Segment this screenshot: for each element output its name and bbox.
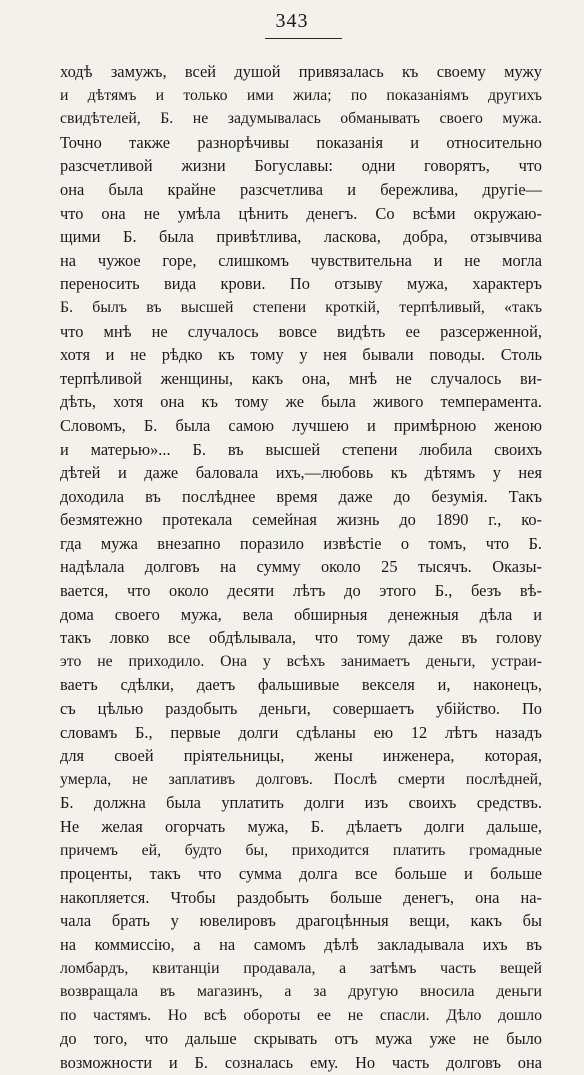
text-line: возвращала въ магазинъ, а за другую вносила деньги (60, 983, 542, 1001)
body-text (60, 60, 542, 1075)
text-line: умерла, не заплативъ долговъ. Послѣ смерти послѣдней, (60, 770, 542, 788)
text-line: что она не умѣла цѣнить денегъ. Со всѣми окружаю- (60, 203, 542, 223)
text-line: переносить вида крови. По отзыву мужа, характеръ (60, 274, 542, 294)
text-line: хотя и не рѣдко къ тому у нея бывали поводы. Столь (60, 345, 542, 365)
text-line: чала брать у ювелировъ драгоцѣнныя вещи, какъ бы (60, 911, 542, 931)
text-line: щими Б. была привѣтлива, ласкова, добра, отзывчива (60, 227, 542, 247)
header-rule (265, 38, 342, 39)
text-line: съ цѣлью раздобыть деньги, совершаетъ убійство. По (60, 699, 542, 719)
text-line: накопляется. Чтобы раздобыть больше денегъ, она на- (60, 887, 542, 907)
text-line: это не приходило. Она у всѣхъ занимаетъ деньги, устраи- (60, 652, 542, 670)
text-line: и матерью»... Б. въ высшей степени любила своихъ (60, 439, 542, 459)
text-line: на чужое горе, слишкомъ чувствительна и не могла (60, 250, 542, 270)
text-line: что мнѣ не случалось вовсе видѣть ее разсерженной, (60, 321, 542, 341)
text-line: и дѣтямъ и только ими жила; по показаніямъ другихъ (60, 86, 542, 104)
text-line: разсчетливой жизни Богуславы: одни говорятъ, что (60, 156, 542, 176)
text-line: такъ ловко все обдѣлывала, что тому даже въ голову (60, 628, 542, 648)
text-line: безмятежно протекала семейная жизнь до 1890 г., ко- (60, 510, 542, 530)
text-line: до того, что дальше скрывать отъ мужа уже не было (60, 1029, 542, 1049)
text-line: на коммиссію, а на самомъ дѣлѣ закладывала ихъ въ (60, 934, 542, 954)
text-line: ходѣ замужъ, всей душой привязалась къ своему мужу (60, 62, 542, 81)
text-line: дѣтей и даже баловала ихъ,—любовь къ дѣтямъ у нея (60, 463, 542, 483)
text-line: для своей пріятельницы, жены инженера, которая, (60, 746, 542, 766)
text-line: надѣлала долговъ на сумму около 25 тысячъ. Оказы- (60, 557, 542, 577)
text-line: Не желая огорчать мужа, Б. дѣлаетъ долги дальше, (60, 817, 542, 836)
text-line: терпѣливой женщины, какъ она, мнѣ не случалось ви- (60, 368, 542, 388)
text-line: словамъ Б., первые долги сдѣланы ею 12 лѣтъ назадъ (60, 722, 542, 742)
text-line: дома своего мужа, вела обширныя денежныя дѣла и (60, 604, 542, 624)
text-line: возможности и Б. созналась ему. Но часть долговъ она (60, 1052, 542, 1072)
text-line: Б. былъ въ высшей степени кроткій, терпѣливый, «такъ (60, 298, 542, 316)
text-line: по частямъ. Но всѣ обороты ее не спасли. Дѣло дошло (60, 1006, 542, 1024)
text-line: гда мужа внезапно поразило извѣстіе о томъ, что Б. (60, 533, 542, 553)
text-line: доходила въ послѣднее время даже до безумія. Такъ (60, 486, 542, 506)
text-line: Словомъ, Б. была самою лучшею и примѣрною женою (60, 415, 542, 435)
text-line: проценты, такъ что сумма долга все больше и больше (60, 864, 542, 884)
text-line: причемъ ей, будто бы, приходится платить громадные (60, 841, 542, 859)
text-line: свидѣтелей, Б. не задумывалась обманывать своего мужа. (60, 110, 542, 128)
text-line: Точно также разнорѣчивы показанія и относительно (60, 132, 542, 152)
text-line: ваетъ сдѣлки, даетъ фальшивые векселя и, наконецъ, (60, 675, 542, 695)
text-line: Б. должна была уплатить долги изъ своихъ средствъ. (60, 793, 542, 813)
text-line: ломбардъ, квитанціи продавала, а затѣмъ часть вещей (60, 959, 542, 977)
text-line: дѣть, хотя она къ тому же была живого темперамента. (60, 392, 542, 412)
page-number: 343 (275, 10, 309, 32)
text-line: она была крайне разсчетлива и бережлива, другіе— (60, 179, 542, 199)
text-line: вается, что около десяти лѣтъ до этого Б., безъ вѣ- (60, 581, 542, 601)
